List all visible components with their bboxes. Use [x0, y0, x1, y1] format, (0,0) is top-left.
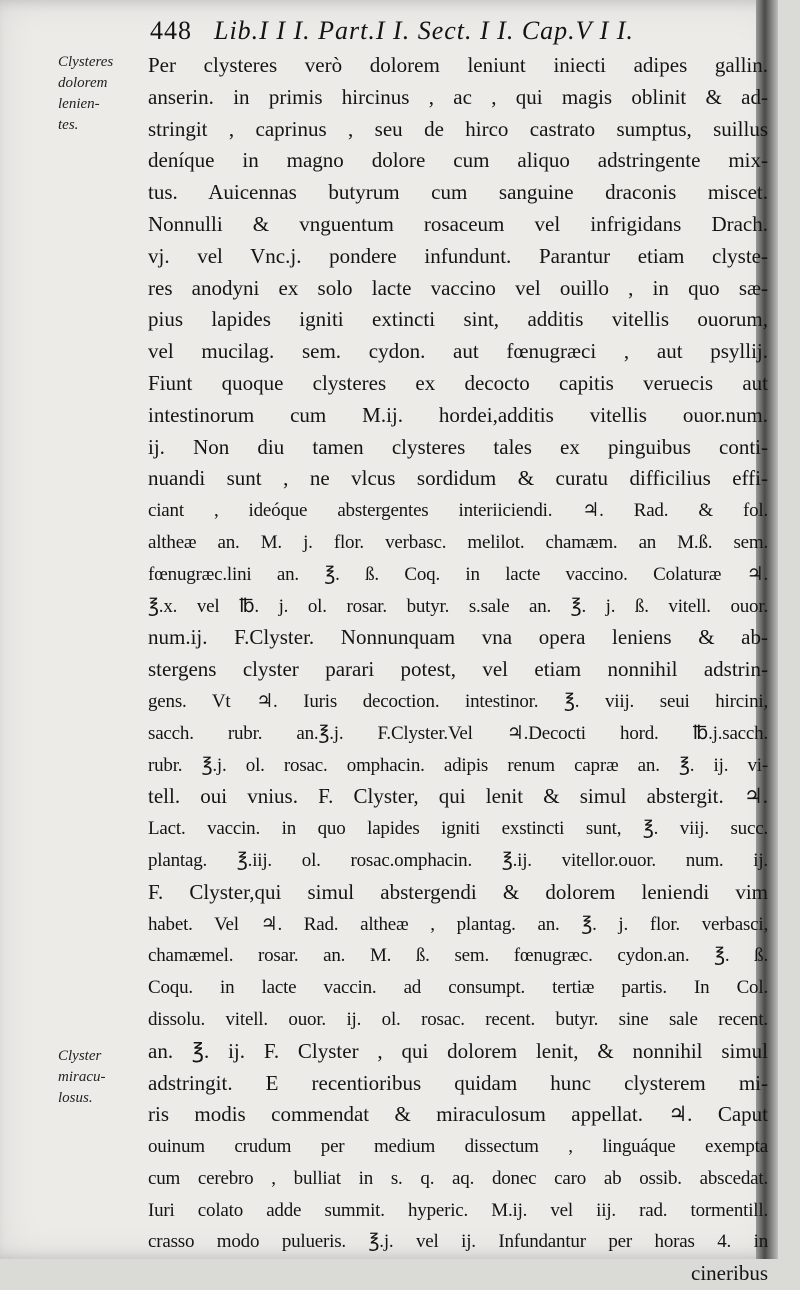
- text-line: tell. oui vnius. F. Clyster, qui lenit & simul abstergit. ♃.: [148, 784, 768, 809]
- margin-note-line: Clysteres: [58, 54, 114, 70]
- text-line: res anodyni ex solo lacte vaccino vel ouillo , in quo sæ-: [148, 275, 768, 300]
- text-line: pius lapides igniti extincti sint, additis vitellis ouorum,: [148, 307, 768, 332]
- text-line: tus. Auicennas butyrum cum sanguine draconis miscet.: [148, 180, 768, 205]
- margin-note-line: Clyster: [58, 1048, 102, 1064]
- text-line: deníque in magno dolore cum aliquo adstringente mix-: [148, 148, 768, 173]
- text-line: ris modis commendat & miraculosum appellat. ♃. Caput: [148, 1102, 768, 1127]
- text-line: intestinorum cum M.ij. hordei,additis vitellis ouor.num.: [148, 402, 768, 427]
- text-line: ij. Non diu tamen clysteres tales ex pinguibus conti-: [148, 434, 768, 459]
- text-line: Per clysteres verò dolorem leniunt iniecti adipes gallin.: [148, 53, 768, 77]
- text-line: adstringit. E recentioribus quidam hunc clysterem mi-: [148, 1070, 768, 1095]
- text-line: stergens clyster parari potest, vel etiam nonnihil adstrin-: [148, 657, 768, 682]
- text-line: anserin. in primis hircinus , ac , qui magis oblinit & ad-: [148, 84, 768, 109]
- text-line: Coqu. in lacte vaccin. ad consumpt. tertiæ partis. In Col.: [148, 977, 768, 999]
- running-title: Lib.I I I. Part.I I. Sect. I I. Cap.V I I.: [214, 16, 634, 45]
- text-line: altheæ an. M. j. flor. verbasc. melilot. chamæm. an M.ß. sem.: [148, 531, 768, 553]
- text-line: Lact. vaccin. in quo lapides igniti exstincti sunt, ℥. viij. succ.: [148, 818, 768, 840]
- margin-note-line: tes.: [58, 117, 79, 133]
- text-line: cum cerebro , bulliat in s. q. aq. donec caro ab ossib. abscedat.: [148, 1167, 768, 1189]
- text-line: habet. Vel ♃. Rad. altheæ , plantag. an. ℥. j. flor. verbasci,: [148, 913, 768, 935]
- text-line: crasso modo pulueris. ℥.j. vel ij. Infundantur per horas 4. in: [148, 1231, 768, 1253]
- text-line: vj. vel Vnc.j. pondere infundunt. Parantur etiam clyste-: [148, 243, 768, 268]
- text-line: Iuri colato adde summit. hyperic. M.ij. vel iij. rad. tormentill.: [148, 1199, 768, 1221]
- text-line: Fiunt quoque clysteres ex decocto capitis veruecis aut: [148, 370, 768, 395]
- text-line: nuandi sunt , ne vlcus sordidum & curatu difficilius effi-: [148, 466, 768, 491]
- running-header: [150, 16, 770, 50]
- text-line: an. ℥. ij. F. Clyster , qui dolorem lenit, & nonnihil simul: [148, 1038, 768, 1063]
- margin-note-line: lenien-: [58, 96, 100, 112]
- margin-note-clyster-miraculosus: [58, 1046, 150, 1109]
- text-line: stringit , caprinus , seu de hirco castrato sumptus, suillus: [148, 116, 768, 141]
- text-line: fœnugræc.lini an. ℥. ß. Coq. in lacte vaccino. Colaturæ ♃.: [148, 563, 768, 585]
- text-line: num.ij. F.Clyster. Nonnunquam vna opera leniens & ab-: [148, 625, 768, 650]
- text-line: ouinum crudum per medium dissectum , linguáque exempta: [148, 1136, 768, 1158]
- text-line: sacch. rubr. an.℥.j. F.Clyster.Vel ♃.Decocti hord. ℔.j.sacch.: [148, 722, 768, 744]
- main-text-block: [148, 50, 768, 1290]
- text-line: Nonnulli & vnguentum rosaceum vel infrigidans Drach.: [148, 211, 768, 236]
- margin-note-line: dolorem: [58, 75, 108, 91]
- text-line: ciant , ideóque abstergentes interiiciendi. ♃. Rad. & fol.: [148, 500, 768, 522]
- margin-note-clysteres-lenientes: [58, 52, 150, 136]
- text-line: F. Clyster,qui simul abstergendi & dolorem leniendi vim: [148, 879, 768, 904]
- catchword: cineribus: [691, 1261, 768, 1286]
- margin-note-line: losus.: [58, 1090, 93, 1106]
- text-line: ℥.x. vel ℔. j. ol. rosar. butyr. s.sale an. ℥. j. ß. vitell. ouor.: [148, 595, 768, 617]
- text-line: rubr. ℥.j. ol. rosac. omphacin. adipis renum capræ an. ℥. ij. vi-: [148, 754, 768, 776]
- margin-note-line: miracu-: [58, 1069, 106, 1085]
- page-number: 448: [150, 16, 192, 45]
- text-line: dissolu. vitell. ouor. ij. ol. rosac. recent. butyr. sine sale recent.: [148, 1008, 768, 1030]
- text-line: vel mucilag. sem. cydon. aut fœnugræci , aut psyllij.: [148, 339, 768, 364]
- text-line: plantag. ℥.iij. ol. rosac.omphacin. ℥.ij. vitellor.ouor. num. ij.: [148, 849, 768, 871]
- text-line: gens. Vt ♃. Iuris decoction. intestinor. ℥. viij. seui hircini,: [148, 690, 768, 712]
- text-line: chamæmel. rosar. an. M. ß. sem. fœnugræc. cydon.an. ℥. ß.: [148, 945, 768, 967]
